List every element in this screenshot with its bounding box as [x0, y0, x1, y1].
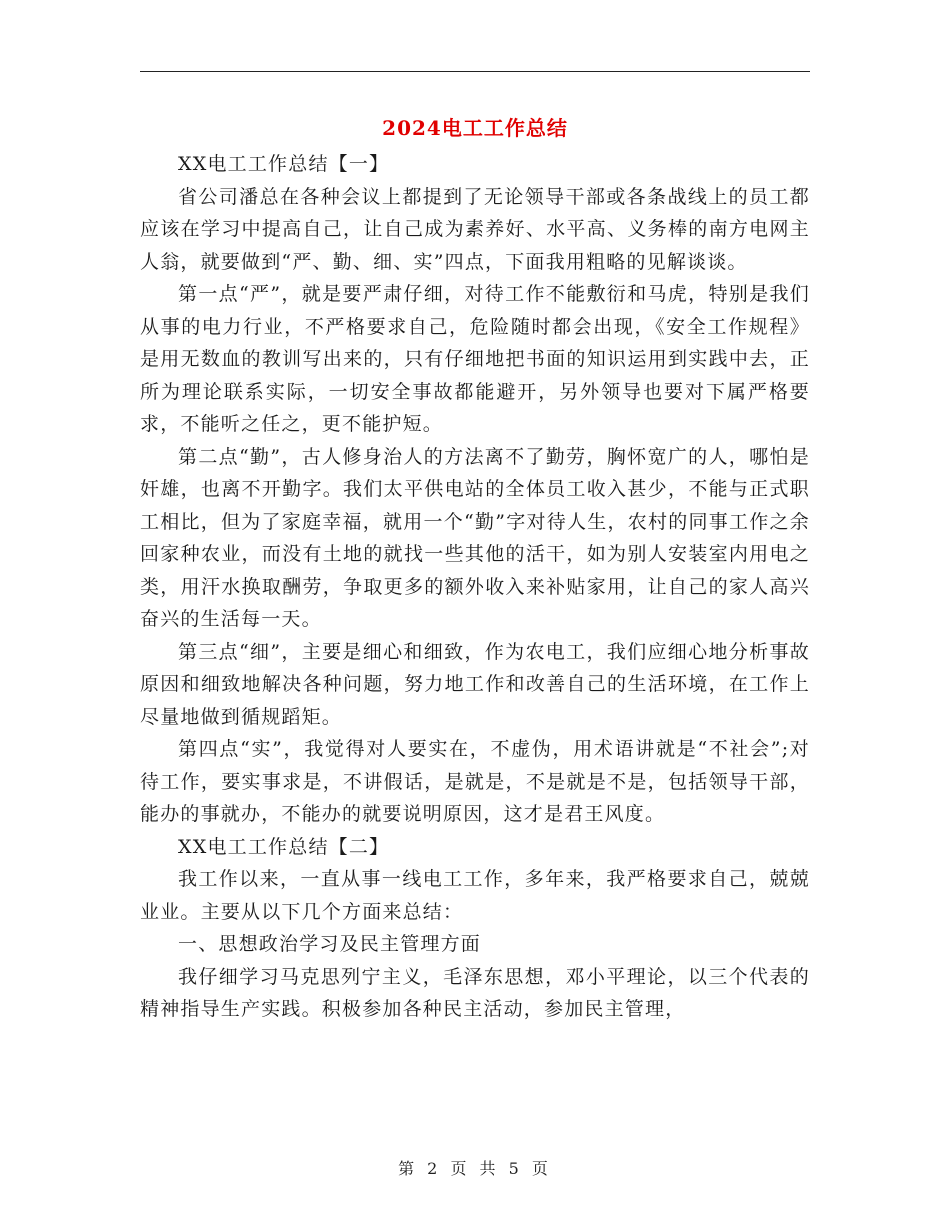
body-paragraph: 省公司潘总在各种会议上都提到了无论领导干部或各条战线上的员工都应该在学习中提高自己，让自己成为素养好、水平高、义务棒的南方电网主人翁，就要做到“严、勤、细、实”四点，下面我用粗略的见解谈谈。 [140, 185, 810, 273]
header-rule [140, 71, 810, 72]
body-paragraph: 第四点“实”，我觉得对人要实在，不虚伪，用术语讲就是“不社会”;对待工作，要实事求是，不讲假话，是就是，不是就是不是，包括领导干部，能办的事就办，不能办的就要说明原因，这才是君王风度。 [140, 738, 810, 825]
body-paragraph: 我工作以来，一直从事一线电工工作，多年来，我严格要求自己，兢兢业业。主要从以下几个方面来总结： [140, 868, 810, 923]
page-number: 第 2 页 共 5 页 [398, 1159, 552, 1178]
body-paragraph: 第二点“勤”，古人修身治人的方法离不了勤劳，胸怀宽广的人，哪怕是奸雄，也离不开勤字。我们太平供电站的全体员工收入甚少，不能与正式职工相比，但为了家庭幸福，就用一个“勤”字对待人生，农村的同事工作之余回家种农业，而没有土地的就找一些其他的活干，如为别人安装室内用电之类，用汗水换取酬劳，争取更多的额外收入来补贴家用，让自己的家人高兴奋兴的生活每一天。 [140, 445, 810, 630]
document-body [140, 148, 810, 1026]
document-title: 2024电工工作总结 [382, 116, 568, 140]
section-heading: XX电工工作总结【一】 [178, 153, 390, 175]
body-paragraph: 第一点“严”，就是要严肃仔细，对待工作不能敷衍和马虎，特别是我们从事的电力行业，不严格要求自己，危险随时都会出现，《安全工作规程》是用无数血的教训写出来的，只有仔细地把书面的知识运用到实践中去，正所为理论联系实际，一切安全事故都能避开，另外领导也要对下属严格要求，不能听之任之，更不能护短。 [140, 283, 810, 435]
subsection-heading: 一、思想政治学习及民主管理方面 [178, 933, 482, 955]
body-paragraph: 我仔细学习马克思列宁主义，毛泽东思想，邓小平理论，以三个代表的精神指导生产实践。积极参加各种民主活动，参加民主管理， [140, 965, 810, 1020]
section-heading: XX电工工作总结【二】 [178, 835, 390, 858]
body-paragraph: 第三点“细”，主要是细心和细致，作为农电工，我们应细心地分析事故原因和细致地解决各种问题，努力地工作和改善自己的生活环境，在工作上尽量地做到循规蹈矩。 [140, 640, 810, 728]
